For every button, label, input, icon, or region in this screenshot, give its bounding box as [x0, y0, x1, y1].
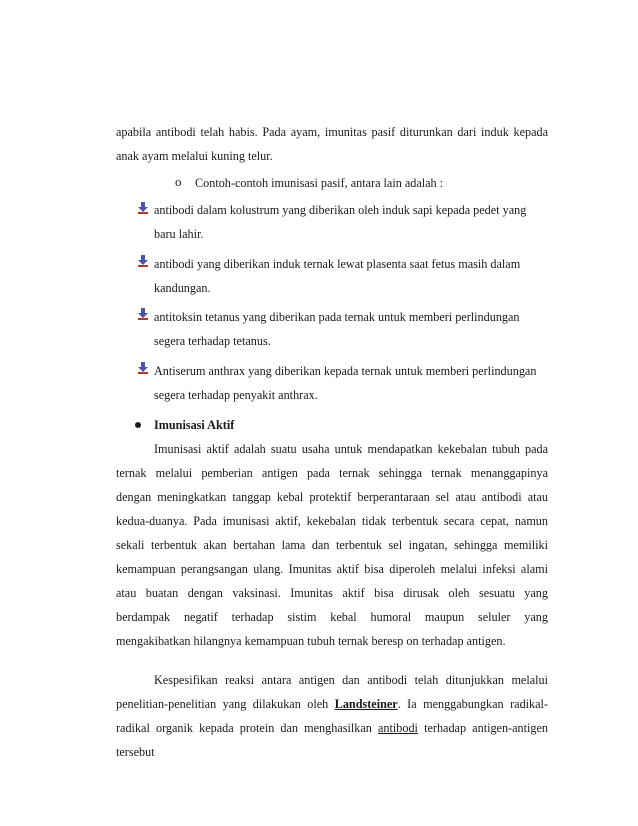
landsteiner-link[interactable]: Landsteiner [334, 697, 398, 711]
para2-line-2-pre: penelitian-penelitian yang dilakukan oleh [116, 697, 335, 711]
arrow-down-bullet-icon [137, 308, 149, 320]
para1-line-1: Imunisasi aktif adalah suatu usaha untuk mendapatkan kekebalan tubuh pada [154, 442, 548, 456]
para2-line-3-post: terhadap antigen-antigen [417, 721, 548, 735]
example-1-line-2: baru lahir. [154, 227, 204, 241]
example-2-line-2: kandungan. [154, 281, 211, 295]
para2-line-2 [116, 696, 548, 712]
para2-line-3-pre: radikal organik kepada protein dan menghasilkan [116, 721, 378, 735]
example-3-line-2: segera terhadap tetanus. [154, 334, 271, 348]
hollow-circle-bullet-icon: o [175, 174, 182, 189]
intro-line-2: anak ayam melalui kuning telur. [116, 149, 273, 163]
section-heading [154, 417, 234, 433]
arrow-down-bullet-icon [137, 202, 149, 214]
para2-line-2-post: . Ia menggabungkan radikal- [397, 697, 548, 711]
antibodi-link[interactable]: antibodi [378, 721, 418, 735]
para1-line-5: sekali terbentuk akan bertahan lama dan terbentuk sel ingatan, sehingga memiliki [116, 538, 548, 552]
arrow-down-bullet-icon [137, 362, 149, 374]
para1-line-9: mengakibatkan hilangnya kemampuan tubuh ternak beresp on terhadap antigen. [116, 634, 506, 648]
para1-line-8: berdampak negatif terhadap sistim kebal humoral maupun seluler yang [116, 610, 548, 624]
para1-line-2: ternak melalui pemberian antigen pada ternak sehingga ternak menanggapinya [116, 466, 548, 480]
para1-line-6: kemampuan perangsangan ulang. Imunitas aktif bisa diperoleh melalui infeksi alami [116, 562, 548, 576]
examples-heading: Contoh-contoh imunisasi pasif, antara lain adalah : [195, 176, 444, 190]
example-3-line-1: antitoksin tetanus yang diberikan pada ternak untuk memberi perlindungan [154, 310, 520, 324]
intro-line-1: apabila antibodi telah habis. Pada ayam, imunitas pasif diturunkan dari induk kepada [116, 125, 548, 139]
arrow-down-bullet-icon [137, 255, 149, 267]
para1-line-3: dengan meningkatkan tanggap kebal protektif berperantaraan sel atau antibodi atau [116, 490, 548, 504]
example-1-line-1: antibodi dalam kolustrum yang diberikan oleh induk sapi kepada pedet yang [154, 203, 527, 217]
para2-line-4: tersebut [116, 745, 155, 759]
para2-line-1: Kespesifikan reaksi antara antigen dan antibodi telah ditunjukkan melalui [154, 673, 548, 687]
section-heading-text: Imunisasi Aktif [154, 418, 235, 432]
example-4-line-2: segera terhadap penyakit anthrax. [154, 388, 318, 402]
para1-line-7: atau buatan dengan vaksinasi. Imunitas aktif bisa dirusak oleh sesuatu yang [116, 586, 548, 600]
example-4-line-1: Antiserum anthrax yang diberikan kepada ternak untuk memberi perlindungan [154, 364, 537, 378]
para2-line-3 [116, 720, 548, 736]
para1-line-4: kedua-duanya. Pada imunisasi aktif, kekebalan tidak terbentuk secara cepat, namun [116, 514, 548, 528]
filled-circle-bullet-icon [135, 422, 141, 428]
example-2-line-1: antibodi yang diberikan induk ternak lewat plasenta saat fetus masih dalam [154, 257, 521, 271]
